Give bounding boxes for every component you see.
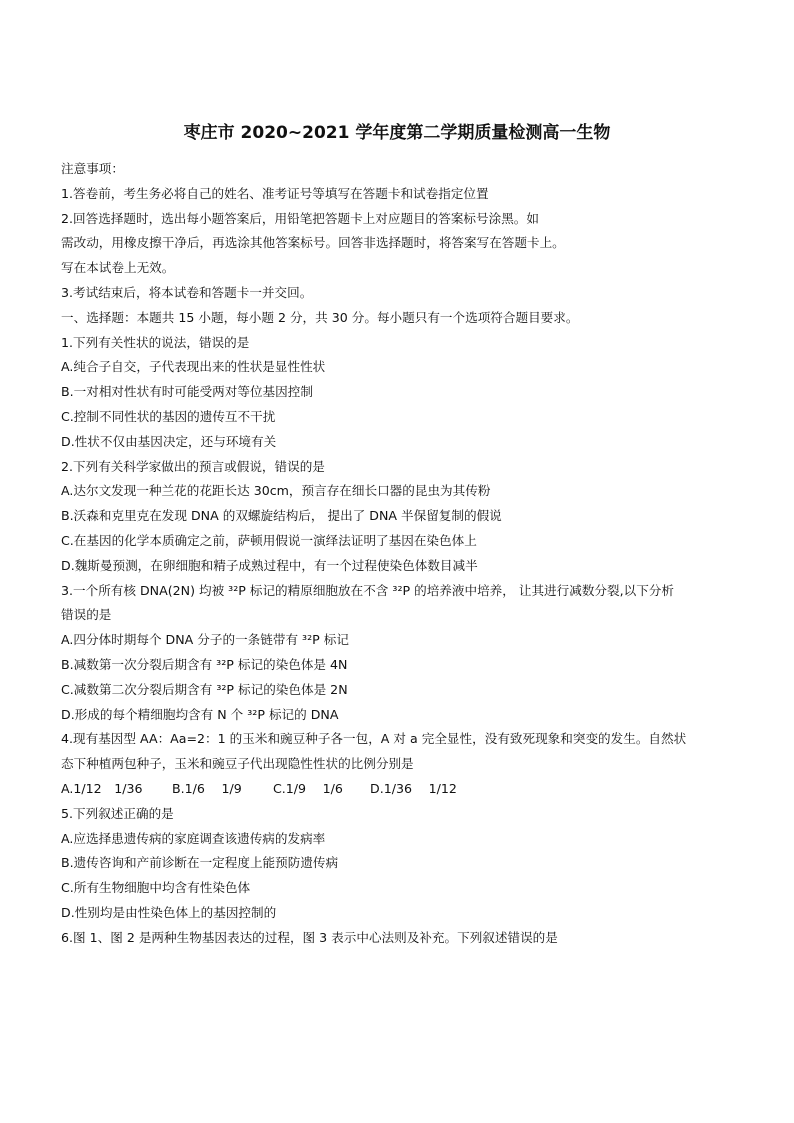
question-1-option-a: A.纯合子自交，子代表现出来的性状是显性性状 <box>61 359 326 375</box>
notice-item-3: 3.考试结束后，将本试卷和答题卡一并交回。 <box>61 284 313 300</box>
exam-title: 枣庄市 2020~2021 学年度第二学期质量检测高一生物 <box>183 123 611 143</box>
question-4-stem-line-2: 态下种植两包种子，玉米和豌豆子代出现隐性性状的比例分别是 <box>61 756 414 772</box>
question-2-stem: 2.下列有关科学家做出的预言或假说，错误的是 <box>61 458 325 474</box>
notice-item-2-line-3: 写在本试卷上无效。 <box>61 260 175 276</box>
question-5-stem: 5.下列叙述正确的是 <box>61 805 174 821</box>
question-5-option-c: C.所有生物细胞中均含有性染色体 <box>61 880 251 896</box>
section-1-header: 一、选择题：本题共 15 小题，每小题 2 分，共 30 分。每小题只有一个选项符合题目要求。 <box>61 309 579 325</box>
notice-item-1: 1.答卷前，考生务必将自己的姓名、准考证号等填写在答题卡和试卷指定位置 <box>61 185 489 201</box>
question-4-stem-line-1: 4.现有基因型 AA：Aa=2：1 的玉米和豌豆种子各一包，A 对 a 完全显性，没有致死现象和突变的发生。自然状 <box>61 731 687 747</box>
question-5-option-a: A.应选择患遗传病的家庭调查该遗传病的发病率 <box>61 830 326 846</box>
question-5-option-b: B.遗传咨询和产前诊断在一定程度上能预防遗传病 <box>61 855 339 871</box>
question-6-stem: 6.图 1、图 2 是两种生物基因表达的过程，图 3 表示中心法则及补充。下列叙述错误的是 <box>61 929 558 945</box>
question-4-option-c: C.1/9 1/6 <box>273 780 343 796</box>
question-2-option-c: C.在基因的化学本质确定之前，萨顿用假说一演绎法证明了基因在染色体上 <box>61 532 477 548</box>
question-1-option-d: D.性状不仅由基因决定，还与环境有关 <box>61 433 277 449</box>
question-3-stem-line-1: 3.一个所有核 DNA(2N) 均被 ³²P 标记的精原细胞放在不含 ³²P 的培养液中培养， 让其进行减数分裂,以下分析 <box>61 582 674 598</box>
question-2-option-d: D.魏斯曼预测，在卵细胞和精子成熟过程中，有一个过程使染色体数目减半 <box>61 557 478 573</box>
question-1-option-c: C.控制不同性状的基因的遗传互不干扰 <box>61 408 276 424</box>
question-4-options <box>61 777 751 802</box>
exam-body <box>61 157 751 951</box>
question-3-option-a: A.四分体时期每个 DNA 分子的一条链带有 ³²P 标记 <box>61 632 349 648</box>
question-3-option-c: C.减数第二次分裂后期含有 ³²P 标记的染色体是 2N <box>61 681 348 697</box>
notice-heading: 注意事项： <box>61 161 124 176</box>
question-2-option-a: A.达尔文发现一种兰花的花距长达 30cm，预言存在细长口器的昆虫为其传粉 <box>61 483 491 499</box>
question-2-option-b: B.沃森和克里克在发现 DNA 的双螺旋结构后， 提出了 DNA 半保留复制的假说 <box>61 508 502 524</box>
question-1-option-b: B.一对相对性状有时可能受两对等位基因控制 <box>61 384 313 400</box>
question-3-stem-line-2: 错误的是 <box>61 607 112 623</box>
question-4-option-a: A.1/12 1/36 <box>61 780 143 796</box>
question-3-option-d: D.形成的每个精细胞均含有 N 个 ³²P 标记的 DNA <box>61 706 339 722</box>
question-1-stem: 1.下列有关性状的说法，错误的是 <box>61 334 250 350</box>
question-4-option-b: B.1/6 1/9 <box>172 780 242 796</box>
question-4-option-d: D.1/36 1/12 <box>370 780 457 796</box>
notice-item-2-line-1: 2.回答选择题时，选出每小题答案后，用铅笔把答题卡上对应题目的答案标号涂黑。如 <box>61 210 539 226</box>
question-5-option-d: D.性别均是由性染色体上的基因控制的 <box>61 904 277 920</box>
notice-item-2-line-2: 需改动，用橡皮擦干净后，再选涂其他答案标号。回答非选择题时，将答案写在答题卡上。 <box>61 235 565 251</box>
question-3-option-b: B.减数第一次分裂后期含有 ³²P 标记的染色体是 4N <box>61 656 348 672</box>
